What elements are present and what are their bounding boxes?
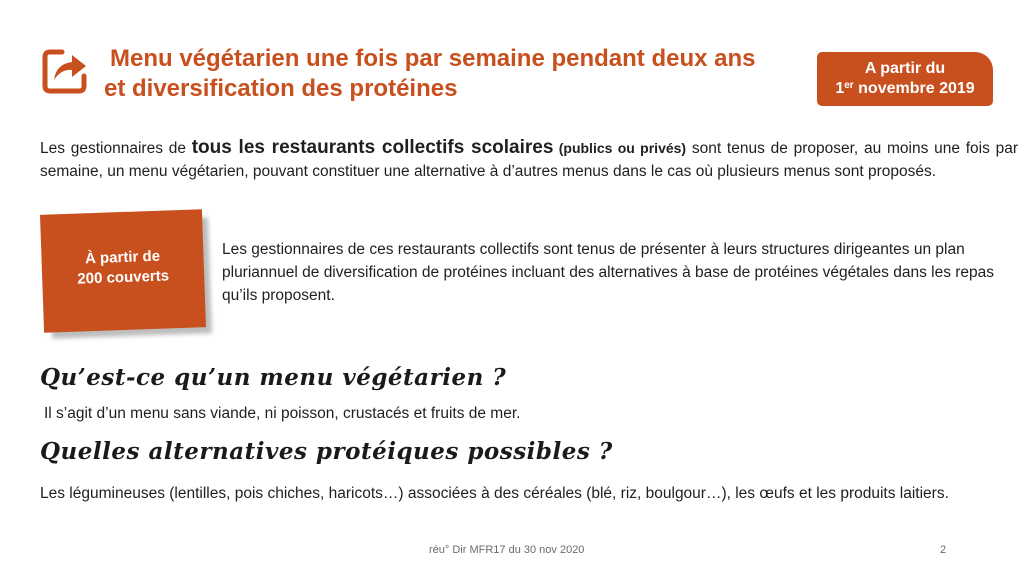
share-arrow-icon: [40, 46, 90, 96]
page-title: [104, 44, 804, 104]
paragraph-protein-alternatives: Les légumineuses (lentilles, pois chiches, haricots…) associées à des céréales (blé, riz, boulgour…), les œufs et les produits laitiers.: [40, 485, 949, 502]
date-badge-month-year: novembre 2019: [853, 80, 975, 97]
covers-badge-line-2: 200 couverts: [77, 267, 170, 288]
heading-protein-alternatives: Quelles alternatives protéiques possibles ?: [40, 438, 613, 465]
title-line-1: Menu végétarien une fois par semaine pendant deux ans: [110, 45, 756, 72]
covers-threshold-badge: [40, 209, 206, 333]
page-number: 2: [940, 544, 947, 556]
date-badge-line-2: [817, 79, 993, 99]
date-badge-line-1: A partir du: [864, 60, 946, 77]
paragraph1-paren: (publics ou privés): [553, 140, 687, 156]
paragraph-vegetarian-definition: Il s’agit d’un menu sans viande, ni poisson, crustacés et fruits de mer.: [44, 405, 521, 422]
title-line-2: et diversification des protéines: [104, 75, 458, 102]
paragraph-weekly-vegetarian: [40, 136, 1018, 183]
start-date-badge: [817, 52, 993, 106]
date-badge-day-suffix: er: [844, 80, 854, 91]
paragraph1-rest: sont tenus de proposer, au moins une fois par semaine, un menu végétarien, pouvant constituer une alternative à d’autres menus dans le cas où plusieurs menus sont proposés.: [40, 140, 1018, 180]
footer-text: réu° Dir MFR17 du 30 nov 2020: [429, 544, 585, 556]
heading-what-is-vegetarian-menu: Qu’est-ce qu’un menu végétarien ?: [40, 364, 507, 391]
date-badge-day: 1: [835, 80, 845, 97]
paragraph1-intro: Les gestionnaires de: [40, 140, 192, 157]
paragraph-protein-plan: Les gestionnaires de ces restaurants collectifs sont tenus de présenter à leurs structures dirigeantes un plan pluriannuel de diversification de protéines incluant des alternatives à base de protéines végétales dans les repas qu’ils proposent.: [222, 241, 995, 304]
paragraph1-strong: tous les restaurants collectifs scolaires: [191, 137, 554, 158]
covers-badge-line-1: À partir de: [84, 247, 161, 268]
